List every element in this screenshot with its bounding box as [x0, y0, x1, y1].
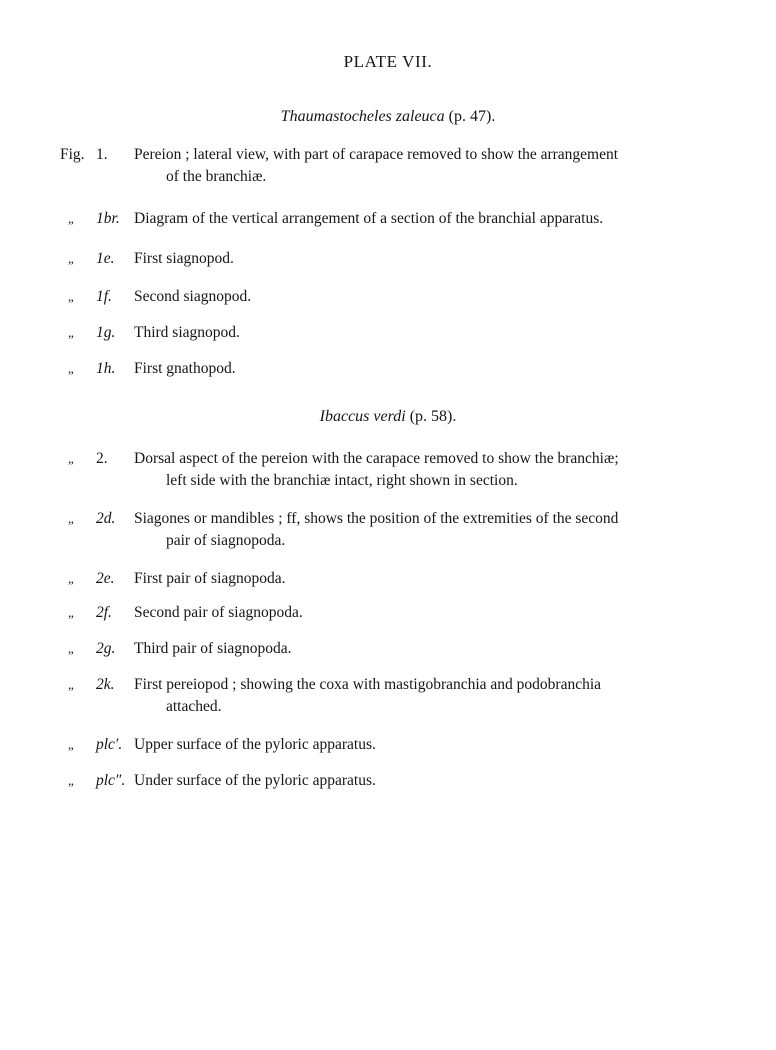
fig-description	[134, 508, 722, 552]
fig-description	[134, 322, 722, 344]
ditto-mark: „	[68, 451, 74, 466]
fig-description-line: Upper surface of the pyloric apparatus.	[134, 736, 376, 753]
fig-description-line: Siagones or mandibles ; ff, shows the position of the extremities of the second	[134, 510, 619, 527]
ditto-mark: „	[68, 251, 74, 266]
fig-number: 1h.	[96, 360, 116, 377]
fig-number: plc″.	[96, 772, 126, 789]
page-reference: (p. 47).	[448, 108, 496, 125]
fig-description-line: First pair of siagnopoda.	[134, 570, 286, 587]
fig-number: 2k.	[96, 676, 115, 693]
fig-number: 2d.	[96, 510, 116, 527]
fig-number: 2g.	[96, 640, 116, 657]
ditto-mark: „	[68, 289, 74, 304]
ditto-mark: „	[68, 641, 74, 656]
fig-number: 2f.	[96, 604, 112, 621]
fig-description-continuation: left side with the branchiæ intact, right shown in section.	[166, 472, 518, 489]
fig-description-line: Dorsal aspect of the pereion with the carapace removed to show the branchiæ;	[134, 450, 619, 467]
plate-title: PLATE VII.	[343, 52, 433, 71]
fig-description	[134, 602, 722, 624]
fig-description-line: First gnathopod.	[134, 360, 236, 377]
fig-description-continuation: pair of siagnopoda.	[166, 532, 286, 549]
fig-number: 2.	[96, 450, 108, 467]
fig-number: 1br.	[96, 210, 120, 227]
fig-description-line: Second siagnopod.	[134, 288, 252, 305]
fig-description-line: Third siagnopod.	[134, 324, 240, 341]
fig-description	[134, 568, 722, 590]
fig-description	[134, 248, 722, 270]
species-name: Thaumastocheles zaleuca	[280, 108, 445, 125]
section-heading-thaumastocheles	[0, 108, 776, 126]
fig-number: 1e.	[96, 250, 115, 267]
ditto-mark: „	[68, 605, 74, 620]
fig-number: 1f.	[96, 288, 112, 305]
fig-description-line: First siagnopod.	[134, 250, 234, 267]
fig-description	[134, 144, 722, 188]
fig-description	[134, 638, 722, 660]
ditto-mark: „	[68, 737, 74, 752]
fig-description-line: Pereion ; lateral view, with part of carapace removed to show the arrangement	[134, 146, 619, 163]
fig-description-line: First pereiopod ; showing the coxa with mastigobranchia and podobranchia	[134, 676, 602, 693]
fig-description-line: Diagram of the vertical arrangement of a section of the branchial apparatus.	[134, 210, 604, 227]
fig-description	[134, 448, 722, 492]
ditto-mark: „	[68, 677, 74, 692]
ditto-mark: „	[68, 511, 74, 526]
fig-description	[134, 286, 722, 308]
section-heading-ibaccus	[0, 408, 776, 426]
ditto-mark: „	[68, 211, 74, 226]
fig-description-continuation: of the branchiæ.	[166, 168, 267, 185]
species-name: Ibaccus verdi	[319, 408, 406, 425]
ditto-mark: „	[68, 361, 74, 376]
fig-description	[134, 770, 722, 792]
fig-number: 1.	[96, 146, 108, 163]
fig-number: 1g.	[96, 324, 116, 341]
ditto-mark: „	[68, 571, 74, 586]
fig-description-line: Under surface of the pyloric apparatus.	[134, 772, 376, 789]
fig-number: 2e.	[96, 570, 115, 587]
page-reference: (p. 58).	[409, 408, 457, 425]
fig-description	[134, 208, 722, 230]
fig-description-line: Third pair of siagnopoda.	[134, 640, 292, 657]
fig-description-continuation: attached.	[166, 698, 222, 715]
fig-number: plc′.	[96, 736, 123, 753]
fig-label: Fig.	[60, 146, 85, 163]
ditto-mark: „	[68, 773, 74, 788]
fig-description	[134, 674, 722, 718]
fig-description	[134, 358, 722, 380]
ditto-mark: „	[68, 325, 74, 340]
fig-description	[134, 734, 722, 756]
fig-description-line: Second pair of siagnopoda.	[134, 604, 303, 621]
